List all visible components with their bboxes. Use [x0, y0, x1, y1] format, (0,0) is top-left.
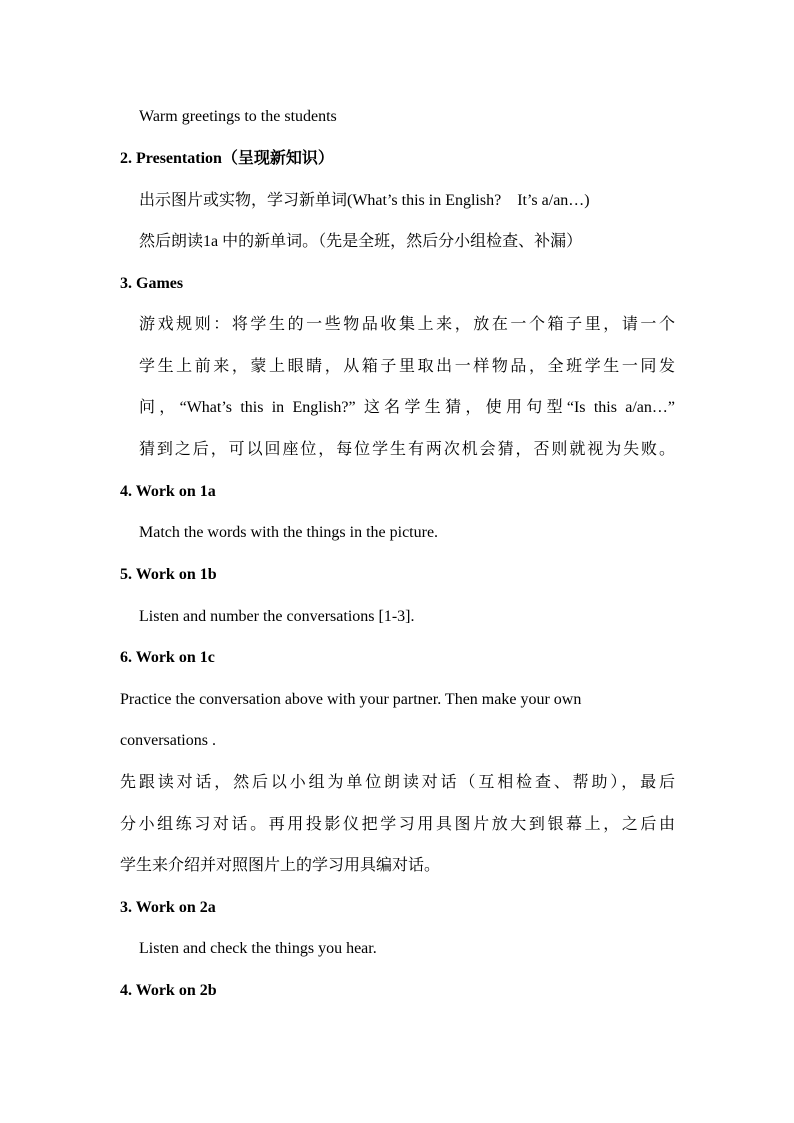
- work-1c-instruction-line-1: Practice the conversation above with your partner. Then make your own: [120, 691, 582, 708]
- presentation-text-line-2: 然后朗读1a 中的新单词。（先是全班，然后分小组检查、补漏）: [139, 233, 583, 250]
- section-heading-work-1b: 5. Work on 1b: [120, 566, 217, 583]
- section-heading-work-1c: 6. Work on 1c: [120, 649, 215, 666]
- work-1c-instruction-line-2: conversations .: [120, 732, 216, 749]
- section-heading-games: 3. Games: [120, 275, 184, 292]
- presentation-text-line-1: 出示图片或实物，学习新单词(What’s this in English? It’s a/an…): [139, 192, 590, 209]
- section-heading-work-1a: 4. Work on 1a: [120, 483, 216, 500]
- work-1c-chinese-line-1: 先跟读对话，然后以小组为单位朗读对话（互相检查、帮助），最后: [120, 774, 675, 791]
- warm-greetings-text: Warm greetings to the students: [139, 108, 337, 125]
- games-rule-line-3: 问，“What’s this in English?” 这名学生猜，使用句型“Is this a/an…”: [139, 399, 675, 416]
- games-rule-line-1: 游戏规则：将学生的一些物品收集上来，放在一个箱子里，请一个: [139, 316, 675, 333]
- work-2a-instruction: Listen and check the things you hear.: [139, 940, 377, 957]
- section-heading-work-2a: 3. Work on 2a: [120, 899, 216, 916]
- work-1b-instruction: Listen and number the conversations [1-3].: [139, 608, 415, 625]
- games-rule-line-4: 猜到之后，可以回座位，每位学生有两次机会猜，否则就视为失败。: [139, 441, 675, 458]
- section-heading-work-2b: 4. Work on 2b: [120, 982, 217, 999]
- games-rule-line-2: 学生上前来，蒙上眼睛，从箱子里取出一样物品，全班学生一同发: [139, 358, 675, 375]
- work-1c-chinese-line-2: 分小组练习对话。再用投影仪把学习用具图片放大到银幕上，之后由: [120, 816, 675, 833]
- work-1c-chinese-line-3: 学生来介绍并对照图片上的学习用具编对话。: [120, 857, 441, 874]
- work-1a-instruction: Match the words with the things in the picture.: [139, 524, 439, 541]
- section-heading-presentation: 2. Presentation（呈现新知识）: [120, 150, 334, 167]
